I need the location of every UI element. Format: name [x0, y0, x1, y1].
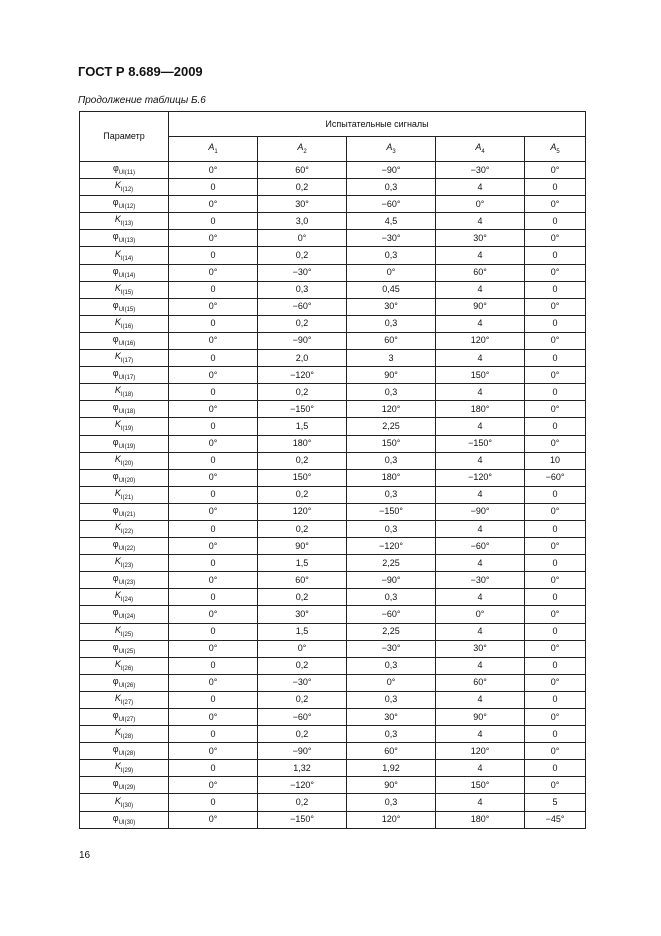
table-row	[80, 281, 586, 298]
value-cell: 0,2	[258, 589, 347, 606]
value-cell: −60°	[347, 606, 436, 623]
value-cell: 0°	[169, 811, 258, 828]
value-cell: 0°	[169, 777, 258, 794]
param-cell: $K_{I(23)}$	[80, 555, 169, 572]
value-cell: 0	[525, 726, 586, 743]
value-cell: 120°	[436, 743, 525, 760]
value-cell: 0,2	[258, 179, 347, 196]
value-cell: 0°	[169, 606, 258, 623]
value-cell: 30°	[258, 606, 347, 623]
value-cell: 0°	[525, 401, 586, 418]
value-cell: 0°	[347, 264, 436, 281]
value-cell: 30°	[347, 298, 436, 315]
table-row	[80, 811, 586, 828]
param-cell: $K_{I(30)}$	[80, 794, 169, 811]
value-cell: 0	[169, 794, 258, 811]
value-cell: 4	[436, 794, 525, 811]
param-cell: $\varphi_{UI(26)}$	[80, 674, 169, 691]
table-row	[80, 401, 586, 418]
value-cell: 0	[525, 520, 586, 537]
value-cell: 0°	[169, 230, 258, 247]
value-cell: −90°	[347, 162, 436, 179]
value-cell: −120°	[258, 777, 347, 794]
value-cell: 0,3	[347, 179, 436, 196]
value-cell: 0,3	[347, 794, 436, 811]
column-header-a3: $A_3$	[347, 137, 436, 162]
table-row	[80, 384, 586, 401]
value-cell: 0,3	[347, 520, 436, 537]
param-cell: $\varphi_{UI(16)}$	[80, 332, 169, 349]
value-cell: 0°	[525, 674, 586, 691]
value-cell: 0,2	[258, 486, 347, 503]
value-cell: 0	[169, 726, 258, 743]
value-cell: 0	[169, 350, 258, 367]
value-cell: 0°	[347, 674, 436, 691]
value-cell: 2,25	[347, 623, 436, 640]
value-cell: 60°	[436, 264, 525, 281]
value-cell: 0	[169, 657, 258, 674]
value-cell: 90°	[347, 367, 436, 384]
value-cell: 0	[169, 281, 258, 298]
value-cell: 0°	[169, 709, 258, 726]
value-cell: 0	[525, 247, 586, 264]
value-cell: 4	[436, 247, 525, 264]
value-cell: 0	[169, 315, 258, 332]
param-cell: $\varphi_{UI(30)}$	[80, 811, 169, 828]
value-cell: 0°	[525, 162, 586, 179]
value-cell: 0	[525, 691, 586, 708]
value-cell: 0,2	[258, 726, 347, 743]
table-row	[80, 230, 586, 247]
param-cell: $\varphi_{UI(11)}$	[80, 162, 169, 179]
value-cell: 0°	[525, 196, 586, 213]
value-cell: 180°	[347, 469, 436, 486]
table-row	[80, 435, 586, 452]
table-row	[80, 469, 586, 486]
table-row	[80, 606, 586, 623]
table-row	[80, 520, 586, 537]
value-cell: −30°	[436, 162, 525, 179]
value-cell: −60°	[347, 196, 436, 213]
value-cell: 4,5	[347, 213, 436, 230]
value-cell: −150°	[347, 503, 436, 520]
value-cell: 30°	[436, 640, 525, 657]
param-cell: $K_{I(27)}$	[80, 691, 169, 708]
value-cell: 3	[347, 350, 436, 367]
value-cell: −120°	[258, 367, 347, 384]
value-cell: −30°	[258, 264, 347, 281]
value-cell: −60°	[525, 469, 586, 486]
value-cell: 0	[525, 589, 586, 606]
table-row	[80, 538, 586, 555]
table-row	[80, 486, 586, 503]
value-cell: 0	[169, 384, 258, 401]
value-cell: −60°	[258, 298, 347, 315]
param-cell: $K_{I(25)}$	[80, 623, 169, 640]
value-cell: −45°	[525, 811, 586, 828]
value-cell: 0°	[525, 230, 586, 247]
value-cell: 0°	[436, 196, 525, 213]
param-cell: $K_{I(13)}$	[80, 213, 169, 230]
value-cell: 150°	[258, 469, 347, 486]
value-cell: 4	[436, 691, 525, 708]
value-cell: 0°	[525, 435, 586, 452]
value-cell: 0	[525, 418, 586, 435]
param-cell: $\varphi_{UI(13)}$	[80, 230, 169, 247]
value-cell: 0°	[525, 640, 586, 657]
param-cell: $\varphi_{UI(18)}$	[80, 401, 169, 418]
table-row	[80, 350, 586, 367]
value-cell: −150°	[258, 401, 347, 418]
value-cell: 4	[436, 486, 525, 503]
value-cell: 4	[436, 657, 525, 674]
value-cell: 0	[169, 213, 258, 230]
param-cell: $\varphi_{UI(17)}$	[80, 367, 169, 384]
param-cell: $\varphi_{UI(21)}$	[80, 503, 169, 520]
value-cell: 0,2	[258, 691, 347, 708]
table-row	[80, 162, 586, 179]
value-cell: 150°	[347, 435, 436, 452]
param-cell: $K_{I(20)}$	[80, 452, 169, 469]
value-cell: 0°	[525, 332, 586, 349]
param-cell: $K_{I(18)}$	[80, 384, 169, 401]
value-cell: 0	[525, 623, 586, 640]
table-row	[80, 179, 586, 196]
table-row	[80, 691, 586, 708]
param-cell: $K_{I(29)}$	[80, 760, 169, 777]
value-cell: 0	[169, 555, 258, 572]
value-cell: −30°	[258, 674, 347, 691]
value-cell: 0,3	[258, 281, 347, 298]
value-cell: 0°	[436, 606, 525, 623]
table-row	[80, 503, 586, 520]
param-header: Параметр	[80, 112, 169, 162]
value-cell: 0,2	[258, 794, 347, 811]
value-cell: 4	[436, 384, 525, 401]
value-cell: 4	[436, 418, 525, 435]
value-cell: 60°	[258, 572, 347, 589]
value-cell: −150°	[436, 435, 525, 452]
value-cell: 0°	[169, 264, 258, 281]
table-row	[80, 264, 586, 281]
column-header-a1: $A_1$	[169, 137, 258, 162]
param-cell: $\varphi_{UI(28)}$	[80, 743, 169, 760]
table-row	[80, 555, 586, 572]
value-cell: 180°	[258, 435, 347, 452]
column-header-a2: $A_2$	[258, 137, 347, 162]
value-cell: −120°	[347, 538, 436, 555]
value-cell: −90°	[258, 743, 347, 760]
value-cell: 0	[169, 247, 258, 264]
value-cell: 0	[525, 760, 586, 777]
value-cell: 4	[436, 452, 525, 469]
value-cell: 0°	[258, 640, 347, 657]
value-cell: 5	[525, 794, 586, 811]
value-cell: 0,2	[258, 657, 347, 674]
value-cell: 0°	[525, 572, 586, 589]
value-cell: 60°	[436, 674, 525, 691]
value-cell: 0,2	[258, 315, 347, 332]
value-cell: 4	[436, 726, 525, 743]
value-cell: −60°	[436, 538, 525, 555]
value-cell: 0	[525, 384, 586, 401]
value-cell: 60°	[258, 162, 347, 179]
value-cell: 0	[525, 315, 586, 332]
param-cell: $K_{I(26)}$	[80, 657, 169, 674]
value-cell: 0°	[169, 401, 258, 418]
value-cell: 4	[436, 589, 525, 606]
value-cell: 90°	[258, 538, 347, 555]
value-cell: 0°	[525, 743, 586, 760]
value-cell: 0°	[169, 572, 258, 589]
table-row	[80, 709, 586, 726]
value-cell: 0	[525, 657, 586, 674]
value-cell: 0	[525, 555, 586, 572]
param-cell: $K_{I(19)}$	[80, 418, 169, 435]
value-cell: 0°	[525, 264, 586, 281]
value-cell: 0°	[258, 230, 347, 247]
table-row	[80, 674, 586, 691]
table-row	[80, 298, 586, 315]
param-cell: $\varphi_{UI(15)}$	[80, 298, 169, 315]
param-cell: $\varphi_{UI(19)}$	[80, 435, 169, 452]
value-cell: 0°	[525, 367, 586, 384]
table-row	[80, 640, 586, 657]
param-cell: $K_{I(15)}$	[80, 281, 169, 298]
param-cell: $K_{I(28)}$	[80, 726, 169, 743]
param-cell: $K_{I(22)}$	[80, 520, 169, 537]
column-header-a5: $A_5$	[525, 137, 586, 162]
value-cell: 0°	[525, 777, 586, 794]
value-cell: 180°	[436, 811, 525, 828]
param-cell: $\varphi_{UI(29)}$	[80, 777, 169, 794]
value-cell: 2,0	[258, 350, 347, 367]
value-cell: 0°	[169, 640, 258, 657]
value-cell: 0	[169, 760, 258, 777]
value-cell: 0	[525, 486, 586, 503]
value-cell: 0°	[169, 196, 258, 213]
param-cell: $\varphi_{UI(23)}$	[80, 572, 169, 589]
value-cell: 0	[169, 691, 258, 708]
value-cell: 120°	[347, 811, 436, 828]
param-cell: $K_{I(24)}$	[80, 589, 169, 606]
value-cell: 3,0	[258, 213, 347, 230]
value-cell: 4	[436, 520, 525, 537]
table-row	[80, 247, 586, 264]
value-cell: 1,92	[347, 760, 436, 777]
value-cell: −60°	[258, 709, 347, 726]
value-cell: 60°	[347, 332, 436, 349]
param-cell: $\varphi_{UI(22)}$	[80, 538, 169, 555]
value-cell: 0	[525, 179, 586, 196]
value-cell: −90°	[347, 572, 436, 589]
param-cell: $K_{I(16)}$	[80, 315, 169, 332]
value-cell: 0°	[169, 538, 258, 555]
table-row	[80, 572, 586, 589]
value-cell: 0	[169, 589, 258, 606]
column-header-a4: $A_4$	[436, 137, 525, 162]
table-row	[80, 743, 586, 760]
value-cell: 1,32	[258, 760, 347, 777]
value-cell: 0°	[169, 674, 258, 691]
value-cell: 4	[436, 315, 525, 332]
param-cell: $\varphi_{UI(27)}$	[80, 709, 169, 726]
value-cell: 0,3	[347, 315, 436, 332]
table-row	[80, 589, 586, 606]
group-header: Испытательные сигналы	[169, 112, 586, 137]
value-cell: 0	[169, 179, 258, 196]
value-cell: 0°	[525, 709, 586, 726]
table-row	[80, 726, 586, 743]
table-row	[80, 196, 586, 213]
value-cell: 150°	[436, 367, 525, 384]
value-cell: −30°	[347, 640, 436, 657]
value-cell: 150°	[436, 777, 525, 794]
param-cell: $\varphi_{UI(20)}$	[80, 469, 169, 486]
value-cell: 0°	[169, 469, 258, 486]
value-cell: 0,3	[347, 486, 436, 503]
value-cell: 0	[169, 623, 258, 640]
value-cell: 4	[436, 555, 525, 572]
value-cell: 120°	[258, 503, 347, 520]
param-cell: $K_{I(21)}$	[80, 486, 169, 503]
value-cell: 90°	[436, 298, 525, 315]
value-cell: 4	[436, 281, 525, 298]
value-cell: 180°	[436, 401, 525, 418]
value-cell: 0°	[169, 298, 258, 315]
value-cell: 0°	[525, 298, 586, 315]
signals-table	[79, 111, 586, 829]
value-cell: 4	[436, 213, 525, 230]
value-cell: 0,3	[347, 691, 436, 708]
value-cell: 0°	[525, 503, 586, 520]
value-cell: 0,2	[258, 247, 347, 264]
value-cell: 0,2	[258, 520, 347, 537]
value-cell: 0°	[169, 162, 258, 179]
value-cell: 0°	[169, 367, 258, 384]
table-row	[80, 657, 586, 674]
value-cell: 1,5	[258, 555, 347, 572]
value-cell: −90°	[436, 503, 525, 520]
value-cell: 0°	[525, 606, 586, 623]
value-cell: 2,25	[347, 418, 436, 435]
param-cell: $\varphi_{UI(24)}$	[80, 606, 169, 623]
value-cell: 90°	[436, 709, 525, 726]
value-cell: −30°	[347, 230, 436, 247]
table-caption: Продолжение таблицы Б.6	[78, 95, 206, 106]
value-cell: 0°	[169, 435, 258, 452]
table-row	[80, 332, 586, 349]
value-cell: 4	[436, 760, 525, 777]
value-cell: 0	[525, 213, 586, 230]
param-cell: $\varphi_{UI(25)}$	[80, 640, 169, 657]
value-cell: 0,2	[258, 384, 347, 401]
value-cell: 0,3	[347, 589, 436, 606]
value-cell: 0	[169, 418, 258, 435]
value-cell: 0	[525, 281, 586, 298]
value-cell: 0	[169, 452, 258, 469]
value-cell: 90°	[347, 777, 436, 794]
value-cell: −90°	[258, 332, 347, 349]
value-cell: 30°	[258, 196, 347, 213]
value-cell: 60°	[347, 743, 436, 760]
param-cell: $K_{I(14)}$	[80, 247, 169, 264]
value-cell: 0°	[169, 743, 258, 760]
value-cell: 0	[169, 486, 258, 503]
table-row	[80, 794, 586, 811]
value-cell: 0,3	[347, 726, 436, 743]
table-row	[80, 777, 586, 794]
value-cell: 0°	[169, 332, 258, 349]
value-cell: 4	[436, 623, 525, 640]
value-cell: 0,45	[347, 281, 436, 298]
value-cell: 2,25	[347, 555, 436, 572]
page-number: 16	[79, 850, 91, 861]
value-cell: 120°	[347, 401, 436, 418]
table-row	[80, 760, 586, 777]
value-cell: 0,3	[347, 657, 436, 674]
value-cell: 0,2	[258, 452, 347, 469]
table-row	[80, 367, 586, 384]
table-row	[80, 623, 586, 640]
value-cell: 0	[525, 350, 586, 367]
value-cell: 0,3	[347, 452, 436, 469]
value-cell: 0,3	[347, 384, 436, 401]
value-cell: 1,5	[258, 623, 347, 640]
table-row	[80, 213, 586, 230]
value-cell: 10	[525, 452, 586, 469]
value-cell: 1,5	[258, 418, 347, 435]
table-row	[80, 315, 586, 332]
value-cell: 0	[169, 520, 258, 537]
value-cell: 0°	[169, 503, 258, 520]
value-cell: −150°	[258, 811, 347, 828]
value-cell: 120°	[436, 332, 525, 349]
param-cell: $K_{I(17)}$	[80, 350, 169, 367]
value-cell: 4	[436, 179, 525, 196]
value-cell: 0°	[525, 538, 586, 555]
param-cell: $\varphi_{UI(12)}$	[80, 196, 169, 213]
value-cell: 30°	[347, 709, 436, 726]
table-row	[80, 452, 586, 469]
document-title: ГОСТ Р 8.689—2009	[78, 64, 203, 79]
table-row	[80, 418, 586, 435]
value-cell: −120°	[436, 469, 525, 486]
value-cell: 30°	[436, 230, 525, 247]
value-cell: −30°	[436, 572, 525, 589]
value-cell: 0,3	[347, 247, 436, 264]
param-cell: $\varphi_{UI(14)}$	[80, 264, 169, 281]
value-cell: 4	[436, 350, 525, 367]
param-cell: $K_{I(12)}$	[80, 179, 169, 196]
